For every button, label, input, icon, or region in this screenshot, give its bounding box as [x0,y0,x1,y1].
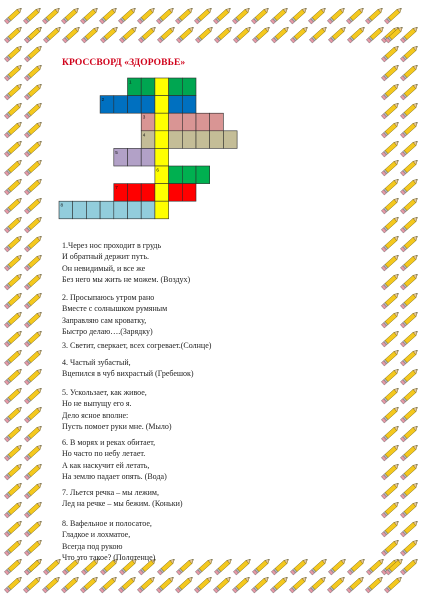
crossword-cell [182,166,196,184]
crossword-cell [141,96,155,114]
clue-line: И обратный держит путь. [62,252,149,262]
word-number: 2 [101,97,105,103]
keyword-cell [155,113,169,131]
crossword-cell [169,184,183,202]
crossword-cell [169,131,183,149]
clue-line: Что это такое? (Полотенце) [62,553,156,563]
crossword-cell [169,96,183,114]
clue-7 [62,487,183,510]
clue-line: Он невидимый, и все же [62,263,146,273]
clue-5 [62,387,172,433]
crossword-cell [196,166,210,184]
crossword-cell [210,113,224,131]
clue-line: Но не выпущу его я. [62,399,132,409]
clue-line: 7. Льется речка – мы лежим, [62,488,159,497]
clue-line: А как наскучит ей летать, [62,460,150,470]
crossword-cell [100,201,114,219]
clue-8 [62,518,155,564]
keyword-cell [155,78,169,96]
crossword-cell [141,184,155,202]
crossword-cell [196,131,210,149]
word-number: 1 [129,79,132,85]
clue-2 [62,292,167,338]
keyword-cell [155,131,169,149]
clue-line: 1.Через нос проходит в грудь [62,241,162,250]
clue-6 [62,437,167,483]
crossword-cell [210,131,224,149]
crossword-cell [182,184,196,202]
clue-line: 6. В морях и реках обитает, [62,438,156,447]
crossword-cell [182,96,196,114]
word-number: 5 [115,149,118,155]
clue-3 [62,340,211,351]
crossword-cell [128,184,142,202]
word-number: 7 [115,185,118,191]
crossword-cell [114,96,128,114]
crossword-cell [182,113,196,131]
word-number: 8 [60,202,64,208]
crossword-cell [169,166,183,184]
crossword-cell [73,201,87,219]
crossword-cell [128,201,142,219]
keyword-cell [155,148,169,166]
word-number: 6 [156,167,159,173]
clue-line: Гладкое и лохматое, [62,530,131,540]
crossword-cell [169,78,183,96]
clue-line: 8. Вафельное и полосатое, [62,519,152,528]
crossword-cell [128,148,142,166]
crossword-cell [141,78,155,96]
clue-line: На землю падает опять. (Вода) [62,472,167,482]
clue-line: Быстро делаю….(Зарядку) [62,327,153,337]
crossword-cell [128,96,142,114]
word-number: 3 [142,114,146,120]
crossword-cell [141,148,155,166]
clue-line: Всегда под рукою [62,541,123,551]
crossword-cell [196,113,210,131]
clue-line: Без него мы жить не можем. (Воздух) [62,275,191,285]
clue-line: 5. Ускользает, как живое, [62,388,147,397]
clue-line: 2. Просыпаюсь утром рано [62,293,155,302]
clue-line: 4. Частый зубастый, [62,358,131,367]
crossword-cell [86,201,100,219]
crossword-cell [141,201,155,219]
crossword-cell [114,201,128,219]
crossword-cell [182,131,196,149]
keyword-cell [155,184,169,202]
clue-4 [62,357,194,380]
page-title: КРОССВОРД «ЗДОРОВЬЕ» [62,58,186,68]
clue-line: Заправляю сам кроватку, [62,315,147,325]
crossword-cell [182,78,196,96]
keyword-cell [155,96,169,114]
clue-line: Дело ясное вполне: [62,410,129,420]
clue-line: Вцепился в чуб вихрастый (Гребешок) [62,369,194,379]
crossword-cell [223,131,237,149]
crossword-cell [169,113,183,131]
clue-line: 3. Светит, сверкает, всех согревает.(Солнце) [62,341,212,350]
word-number: 4 [142,132,146,138]
clue-line: Вместе с солнышком румяным [62,304,168,314]
keyword-cell [155,201,169,219]
clue-line: Пусть помоет руки мне. (Мыло) [62,422,172,432]
clue-1 [62,240,190,286]
clue-line: Но часто по небу летает. [62,449,146,459]
clue-line: Лед на речке – мы бежим. (Коньки) [62,499,183,509]
